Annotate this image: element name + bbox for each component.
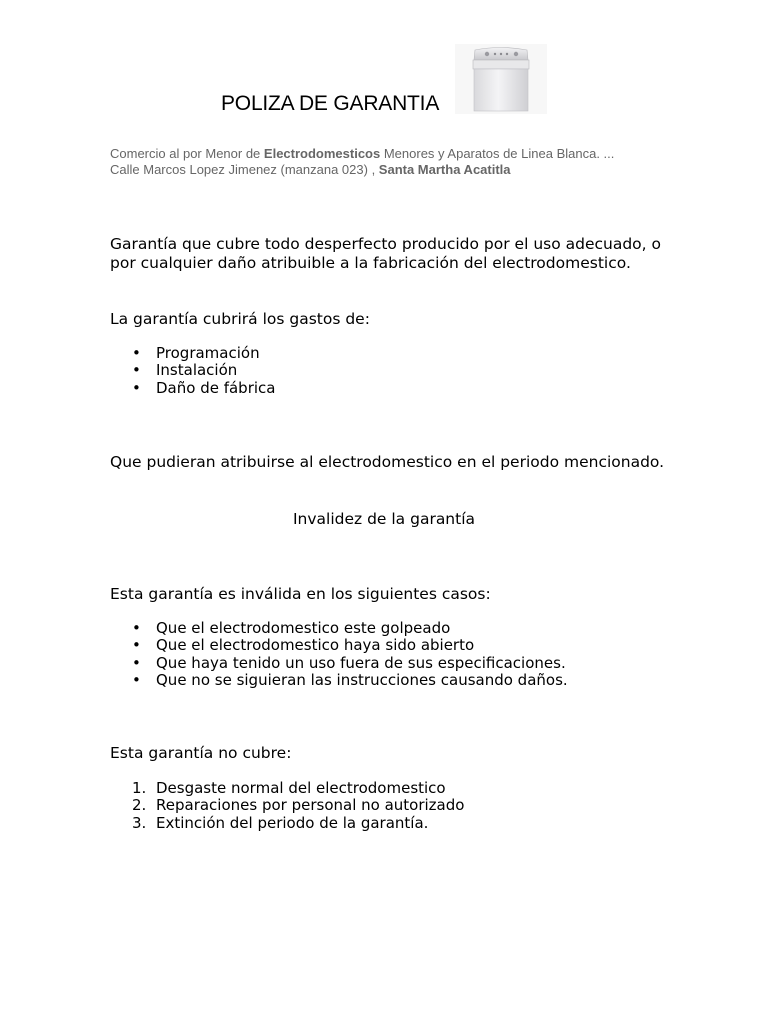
list-item <box>110 620 568 637</box>
document-title: POLIZA DE GARANTIA <box>221 92 440 115</box>
bullet-icon: • <box>132 636 141 655</box>
store-address <box>110 162 614 178</box>
list-item-text: Que el electrodomestico este golpeado <box>156 619 451 637</box>
list-item-text: Instalación <box>156 361 238 380</box>
invalid-heading: Esta garantía es inválida en los siguientes casos: <box>110 585 491 603</box>
list-item <box>110 345 275 362</box>
store-description <box>110 146 614 162</box>
coverage-intro: Garantía que cubre todo desperfecto producido por el uso adecuado, o por cualquier daño atribuible a la fabricación del electrodomestico. <box>110 235 661 272</box>
bullet-icon: • <box>132 619 141 637</box>
covers-heading: La garantía cubrirá los gastos de: <box>110 310 370 328</box>
list-item-text: Que haya tenido un uso fuera de sus especificaciones. <box>156 653 566 672</box>
store-header <box>110 146 614 178</box>
list-item-text: Extinción del periodo de la garantía. <box>156 813 429 832</box>
list-number: 3. <box>132 813 147 832</box>
list-item <box>110 380 275 397</box>
bullet-icon: • <box>132 670 141 689</box>
list-number: 2. <box>132 796 147 815</box>
store-line1-bold: Electrodomesticos <box>263 146 381 161</box>
list-item <box>110 637 568 654</box>
list-item-text: Programación <box>156 344 260 362</box>
bullet-icon: • <box>132 653 141 672</box>
list-item <box>110 672 568 689</box>
washing-machine-image <box>455 44 547 114</box>
bullet-icon: • <box>132 344 141 362</box>
invalid-list <box>110 620 568 689</box>
covers-list <box>110 345 275 397</box>
list-item <box>110 655 568 672</box>
list-item-text: Que no se siguieran las instrucciones causando daños. <box>156 670 568 689</box>
store-line2-bold: Santa Martha Acatitla <box>378 162 511 177</box>
list-item <box>110 815 464 832</box>
attribution-paragraph: Que pudieran atribuirse al electrodomestico en el periodo mencionado. <box>110 453 665 471</box>
list-item-text: Desgaste normal del electrodomestico <box>156 779 446 797</box>
invalidity-title: Invalidez de la garantía <box>292 510 476 528</box>
list-item <box>110 797 464 814</box>
list-item <box>110 362 275 379</box>
not-covered-list <box>110 780 464 832</box>
store-line1-suffix: Menores y Aparatos de Linea Blanca. ... <box>380 146 615 161</box>
store-line2-prefix: Calle Marcos Lopez Jimenez (manzana 023) , <box>110 162 379 177</box>
list-item-text: Reparaciones por personal no autorizado <box>156 796 465 815</box>
list-item <box>110 780 464 797</box>
bullet-icon: • <box>132 378 141 397</box>
store-line1-prefix: Comercio al por Menor de <box>110 146 264 161</box>
bullet-icon: • <box>132 361 141 380</box>
list-number: 1. <box>132 779 147 797</box>
list-item-text: Que el electrodomestico haya sido abierto <box>156 636 475 655</box>
list-item-text: Daño de fábrica <box>156 378 276 397</box>
not-covered-heading: Esta garantía no cubre: <box>110 744 292 762</box>
